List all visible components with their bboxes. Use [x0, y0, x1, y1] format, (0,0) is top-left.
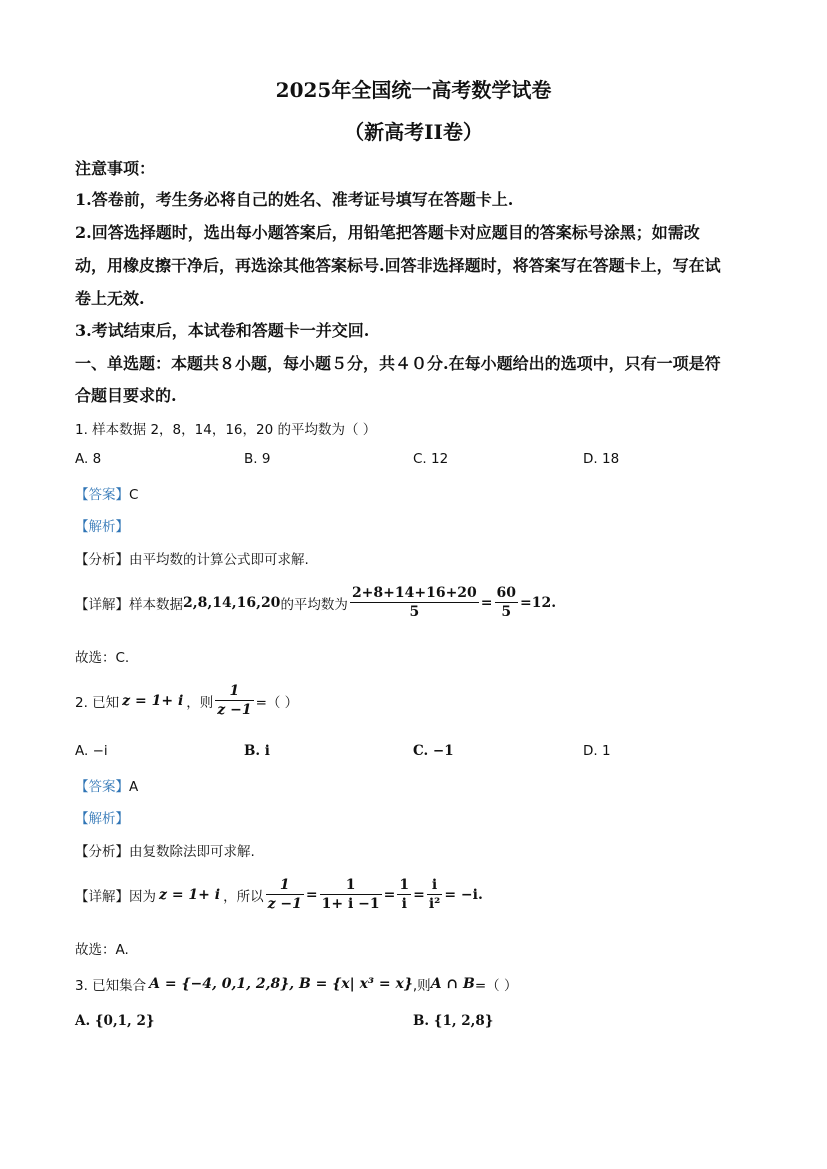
- answer-tag: 【答案】: [75, 487, 129, 503]
- notice-item-2a: 2.回答选择题时，选出每小题答案后，用铅笔把答题卡对应题目的答案标号涂黑；如需改: [75, 223, 700, 242]
- analysis-tag: 【解析】: [75, 811, 129, 827]
- q3-set-b: , B = {x| x³ = x}: [289, 976, 413, 992]
- detail-tag: 【详解】: [75, 596, 129, 613]
- fraction-2: [320, 876, 382, 913]
- fraction-numerator: 1: [399, 877, 410, 893]
- section-header-a: 一、单选题：本题共８小题，每小题５分，共４０分.在每小题给出的选项中，只有一项是符: [75, 354, 721, 373]
- q3-stem: [75, 974, 517, 994]
- notice-item-2c: 卷上无效.: [75, 289, 145, 308]
- detail-tag: 【详解】: [75, 888, 129, 905]
- answer-value: A: [129, 779, 139, 795]
- q3-stem-prefix: 3. 已知集合: [75, 978, 147, 994]
- q2-option-a: A. −i: [75, 743, 108, 759]
- q1-option-b: B. 9: [244, 451, 271, 467]
- q2-option-d: D. 1: [583, 743, 611, 759]
- q2-answer: [75, 775, 138, 795]
- q1-option-d: D. 18: [583, 451, 620, 467]
- fraction-sum: [350, 584, 479, 621]
- fraction-3: [397, 876, 411, 913]
- exam-subtitle: （新高考II卷）: [344, 120, 483, 144]
- notice-item-2b: 动，用橡皮擦干净后，再选涂其他答案标号.回答非选择题时，将答案写在答题卡上，写在试: [75, 256, 721, 275]
- q2-option-c: C. −1: [413, 743, 454, 759]
- fraction-denominator: z −1: [217, 702, 252, 718]
- fraction-denominator: i: [401, 896, 407, 912]
- q2-stem-mid: ，则: [186, 694, 214, 711]
- detail-mid: 的平均数为: [280, 596, 348, 613]
- q2-stem-prefix: 2. 已知: [75, 694, 120, 711]
- result: = −i.: [444, 886, 483, 903]
- answer-value: C: [129, 487, 139, 503]
- notice-item-1: 1.答卷前，考生务必将自己的姓名、准考证号填写在答题卡上.: [75, 190, 514, 209]
- fenxi-text: 由复数除法即可求解.: [129, 844, 255, 860]
- q1-fenxi: [75, 548, 309, 568]
- notice-heading: 注意事项：: [75, 159, 156, 178]
- detail-text: 因为: [129, 888, 156, 905]
- equals-sign: =: [305, 886, 318, 903]
- q2-fenxi: [75, 840, 255, 860]
- fenxi-tag: 【分析】: [75, 552, 129, 568]
- detail-equation: z = 1+ i: [159, 886, 221, 903]
- detail-mid: ，所以: [223, 888, 264, 905]
- q3-set-a: A = {−4, 0,1, 2,8}: [149, 976, 290, 992]
- equals-sign: =: [413, 886, 425, 903]
- q1-stem: 1. 样本数据 2，8，14，16，20 的平均数为（ ）: [75, 422, 377, 438]
- fraction-denominator: 1+ i −1: [321, 896, 380, 912]
- q1-answer: [75, 483, 138, 503]
- q2-stem-equation: z = 1+ i: [122, 692, 184, 709]
- notice-item-3: 3.考试结束后，本试卷和答题卡一并交回.: [75, 321, 370, 340]
- fraction-numerator: 2+8+14+16+20: [351, 585, 477, 601]
- q3-expression: A ∩ B: [430, 976, 475, 992]
- q2-conclusion: 故选：A.: [75, 942, 129, 958]
- fraction-numerator: i: [427, 876, 442, 895]
- q1-option-a: A. 8: [75, 451, 102, 467]
- fraction-denominator: z −1: [267, 896, 302, 912]
- q1-option-c: C. 12: [413, 451, 449, 467]
- fraction-denominator: i²: [428, 896, 441, 912]
- fenxi-tag: 【分析】: [75, 844, 129, 860]
- section-header-b: 合题目要求的.: [75, 386, 177, 405]
- fenxi-text: 由平均数的计算公式即可求解.: [129, 552, 309, 568]
- exam-title: 2025年全国统一高考数学试卷: [275, 78, 552, 102]
- q3-stem-mid: ,则: [412, 978, 431, 994]
- q2-detail: [75, 876, 483, 913]
- fraction-numerator: 1: [320, 876, 382, 895]
- fraction-numerator: 1: [266, 876, 304, 895]
- q2-stem: [75, 682, 298, 719]
- q3-option-a: A. {0,1, 2}: [75, 1013, 155, 1029]
- equals-sign: =: [383, 886, 396, 903]
- fraction-4: [427, 876, 442, 913]
- fraction-numerator: 1: [215, 682, 253, 701]
- fraction-denominator: 5: [501, 604, 512, 620]
- detail-data: 2,8,14,16,20: [183, 594, 281, 611]
- answer-tag: 【答案】: [75, 779, 129, 795]
- fraction-denominator: 5: [409, 604, 420, 620]
- fraction-1: [266, 876, 304, 913]
- q2-analysis-tag: [75, 807, 129, 827]
- q2-option-b: B. i: [244, 743, 270, 759]
- q2-stem-suffix: =（ ）: [255, 694, 299, 711]
- q3-stem-suffix: =（ ）: [474, 978, 518, 994]
- q1-analysis-tag: [75, 515, 129, 535]
- q1-detail: [75, 584, 556, 621]
- equals-sign: =: [480, 594, 493, 611]
- detail-text: 样本数据: [129, 596, 183, 613]
- q3-option-b: B. {1, 2,8}: [413, 1013, 494, 1029]
- q2-fraction: [215, 682, 253, 719]
- fraction-numerator: 60: [496, 585, 517, 601]
- result: =12.: [520, 594, 557, 611]
- fraction-total: [495, 584, 518, 621]
- q1-conclusion: 故选：C.: [75, 650, 130, 666]
- analysis-tag: 【解析】: [75, 519, 129, 535]
